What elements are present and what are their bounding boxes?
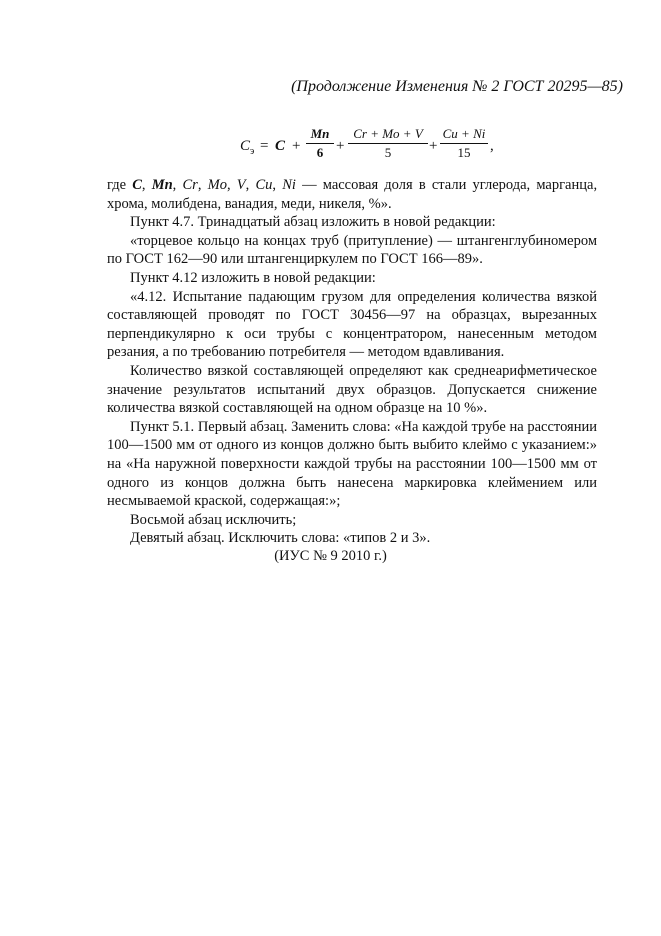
formula-lhs-symbol: C — [240, 138, 251, 154]
paragraph-ninth-abzac: Девятый абзац. Исключить слова: «типов 2 и 3». — [130, 530, 431, 547]
formula-fraction-mn — [306, 126, 334, 161]
continuation-header: (Продолжение Изменения № 2 ГОСТ 20295—85) — [291, 78, 623, 95]
paragraph-item-4-12: Пункт 4.12 изложить в новой редакции: — [130, 269, 376, 286]
paragraph-item-4-12-text: «4.12. Испытание падающим грузом для определения количества вязкой составляющей проводят по ГОСТ 30456—97 на образцах, вырезанных перпендикулярно к оси трубы с концентратором, нанесенным методом резания, а по требованию потребителя — методом вдавливания. — [107, 288, 597, 361]
fraction-denominator: 6 — [316, 145, 324, 160]
formula-plus-1: + — [292, 138, 301, 154]
paragraph-item-4-7: Пункт 4.7. Тринадцатый абзац изложить в новой редакции: — [130, 214, 496, 231]
variable-definitions: где C, Mn, Cr, Mo, V, Cu, Ni — массовая доля в стали углерода, марганца, хрома, молибдена, ванадия, меди, никеля, %». — [107, 177, 598, 212]
formula-plus-3: + — [429, 138, 438, 154]
amendment-body — [107, 176, 597, 548]
formula-plus-2: + — [336, 138, 345, 154]
fraction-denominator: 15 — [457, 145, 471, 160]
formula-equals: = — [260, 138, 269, 154]
formula-lhs — [240, 138, 254, 157]
formula-c-term: C — [275, 138, 286, 154]
carbon-equivalent-formula — [240, 126, 540, 170]
fraction-numerator: Cu + Ni — [440, 126, 488, 144]
paragraph-eighth-abzac: Восьмой абзац исключить; — [130, 511, 297, 528]
formula-fraction-cuni — [440, 126, 488, 161]
formula-fraction-crmov — [348, 126, 428, 161]
paragraph-viscous-component: Количество вязкой составляющей определяют как среднеарифметическое значение результатов испытаний двух образцов. Допускается снижение количества вязкой составляющей на одном образце на 10 %». — [107, 362, 597, 417]
ius-issue-reference: (ИУС № 9 2010 г.) — [274, 548, 387, 564]
fraction-numerator: Cr + Mo + V — [348, 126, 428, 144]
formula-trailing-comma: , — [490, 138, 494, 154]
formula-lhs-subscript: э — [250, 146, 255, 157]
fraction-denominator: 5 — [384, 145, 392, 160]
paragraph-item-5-1: Пункт 5.1. Первый абзац. Заменить слова: «На каждой трубе на расстоянии 100—1500 мм от одного из концов должно быть выбито клеймо с указанием:» на «На наружной поверхности каждой трубы на расстоянии 100—1500 мм от одного из концов должна быть нанесена маркировка клеймением или несмываемой краской, содержащая:»; — [107, 418, 597, 510]
paragraph-item-4-7-text: «торцевое кольцо на концах труб (притупление) — штангенглубиномером по ГОСТ 162—90 или штангенциркулем по ГОСТ 166—89». — [107, 232, 597, 268]
fraction-numerator: Mn — [306, 126, 334, 144]
